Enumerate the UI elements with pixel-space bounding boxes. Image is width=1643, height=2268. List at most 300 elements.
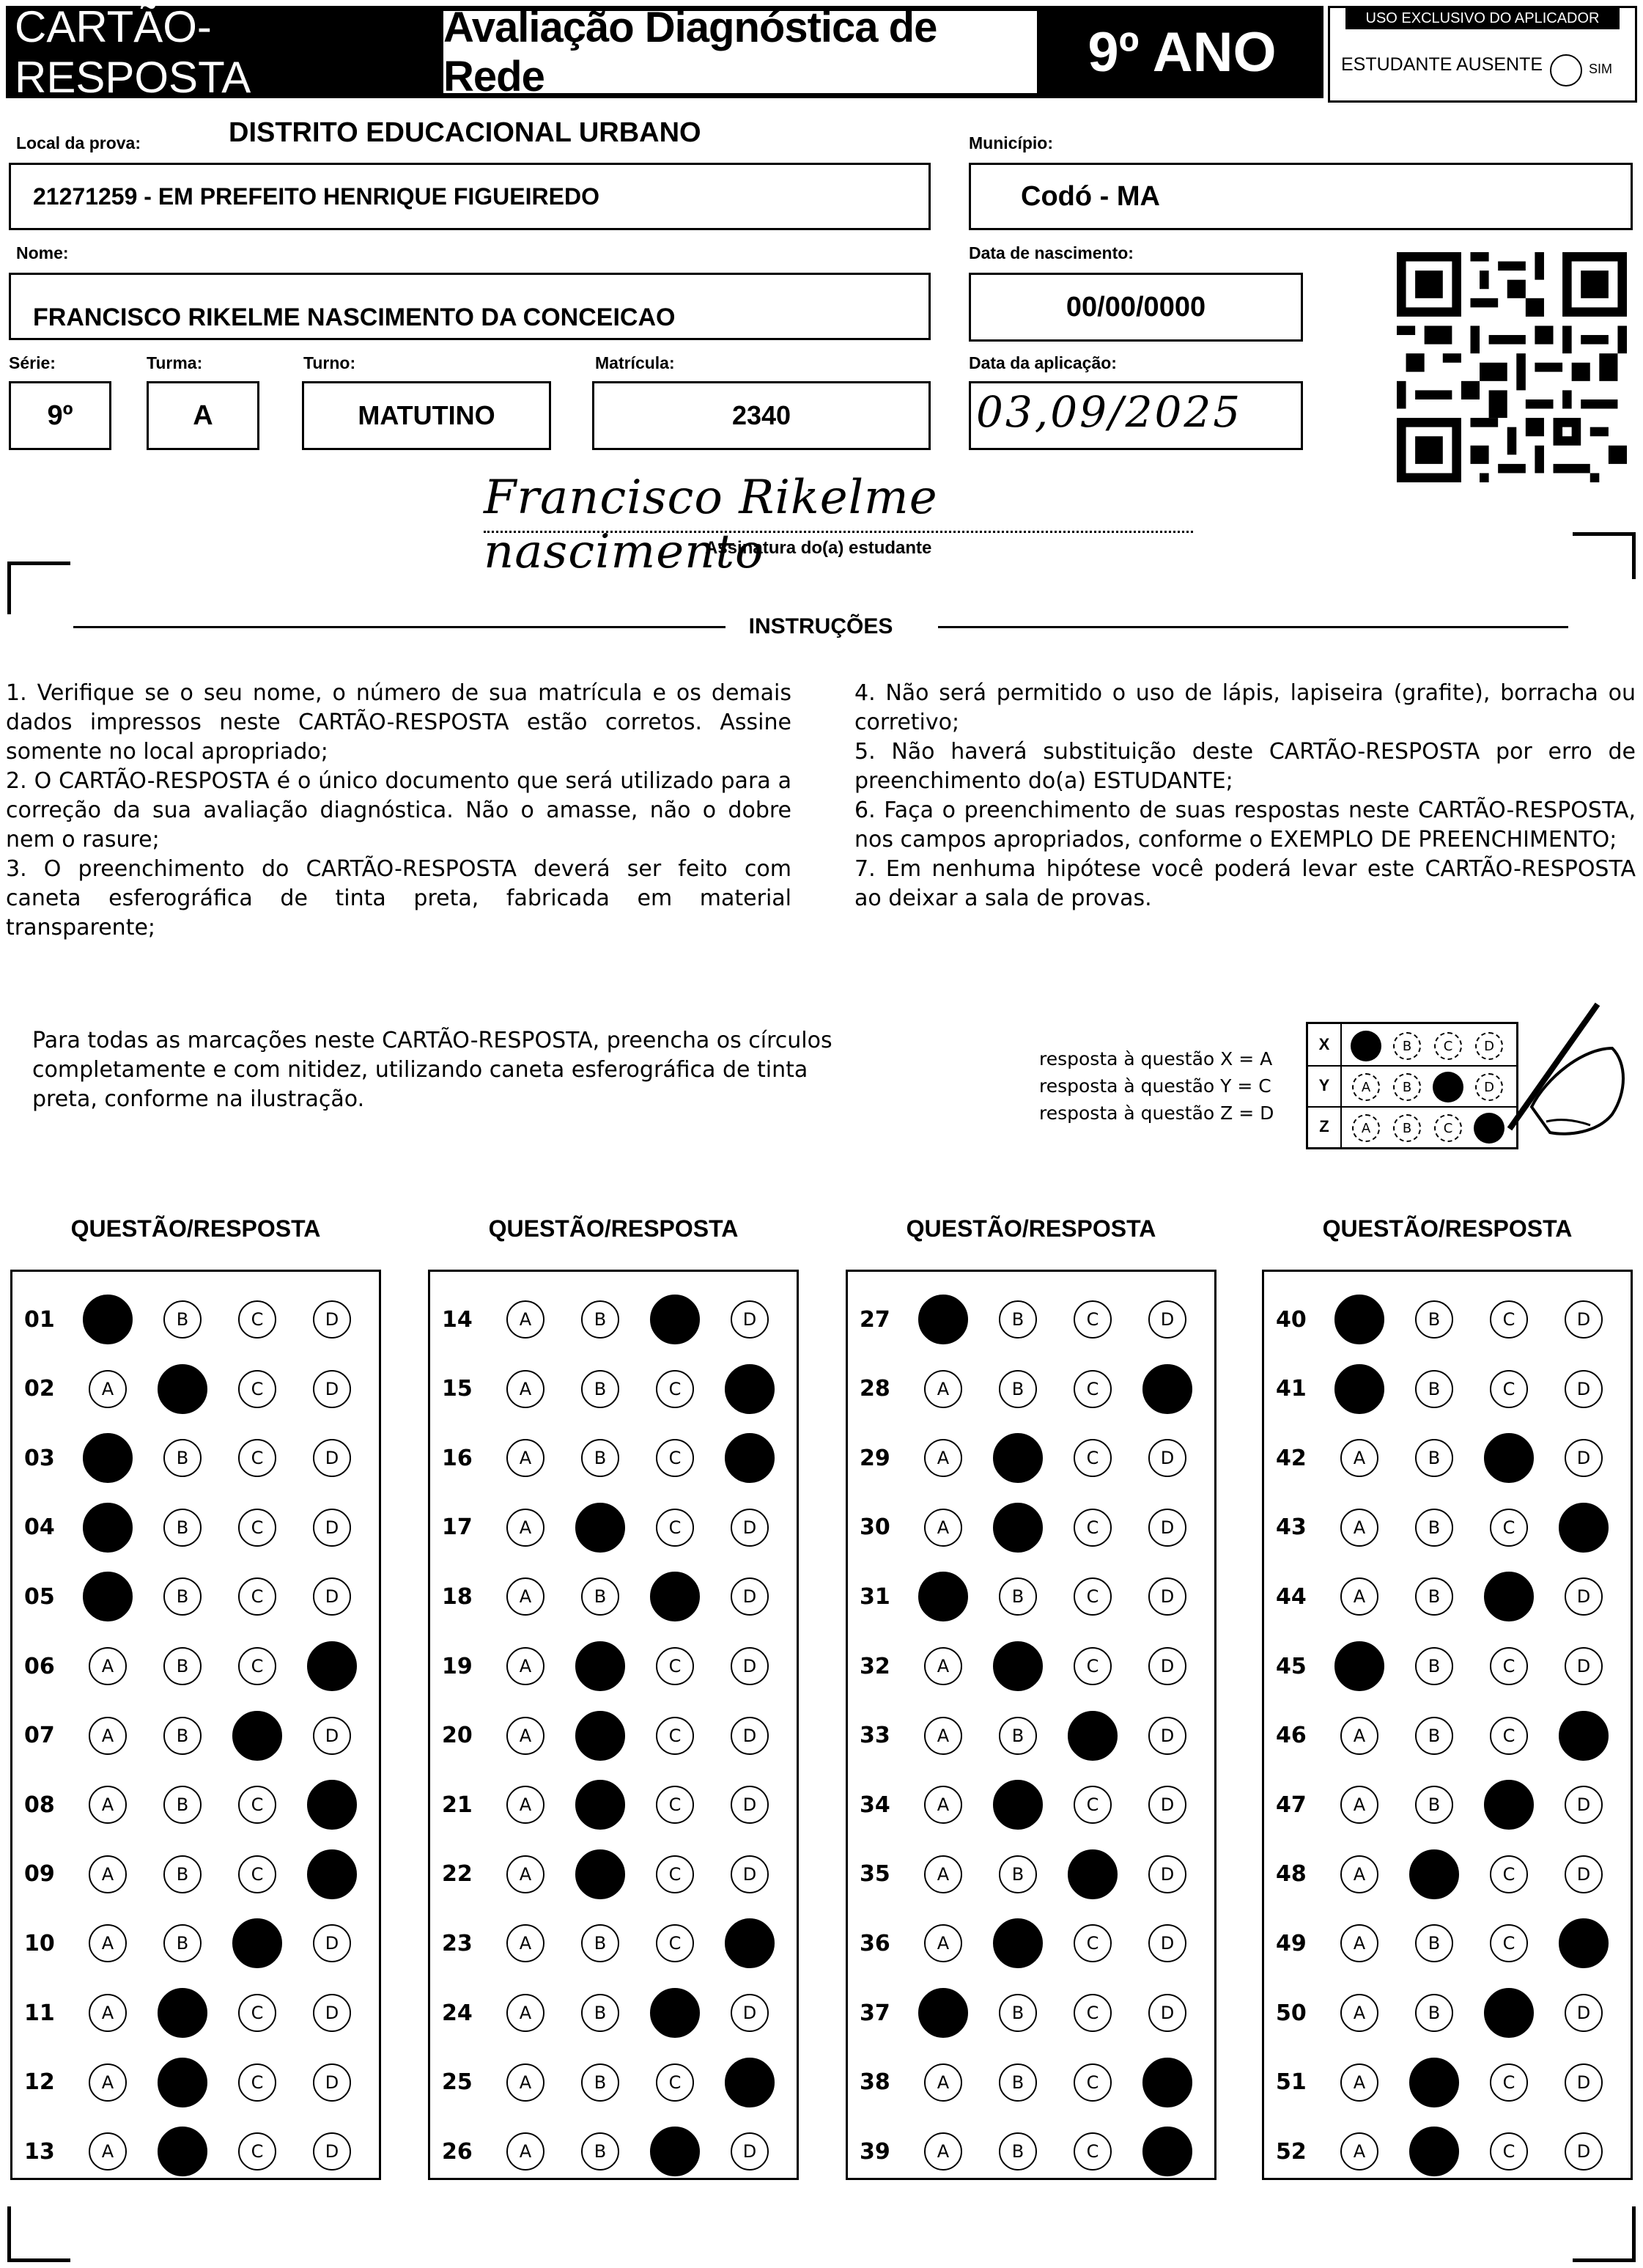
- answer-bubble-a[interactable]: A: [1340, 1924, 1378, 1962]
- answer-bubble-d[interactable]: D: [1148, 1647, 1186, 1685]
- answer-bubble-b[interactable]: B: [581, 1370, 619, 1408]
- answer-bubble-c[interactable]: [1068, 1711, 1118, 1761]
- answer-row: [430, 1294, 801, 1345]
- answer-bubble-d[interactable]: [1559, 1503, 1609, 1553]
- answer-bubble-a[interactable]: A: [924, 1786, 962, 1824]
- answer-row: [1264, 1987, 1635, 2039]
- answer-bubble-c[interactable]: C: [656, 2063, 694, 2102]
- answer-bubble-d[interactable]: D: [313, 1924, 351, 1962]
- answer-bubble-d[interactable]: D: [1565, 1786, 1603, 1824]
- answer-bubble-b[interactable]: B: [581, 1924, 619, 1962]
- district-name: DISTRITO EDUCACIONAL URBANO: [229, 117, 701, 148]
- answer-bubble-d[interactable]: D: [1148, 1717, 1186, 1755]
- answer-bubble-d[interactable]: D: [1148, 1439, 1186, 1477]
- answer-bubble-d[interactable]: D: [1565, 1647, 1603, 1685]
- answer-bubble-c[interactable]: [232, 1711, 282, 1761]
- answer-bubble-a[interactable]: A: [506, 1786, 544, 1824]
- answer-bubble-a[interactable]: A: [89, 1647, 127, 1685]
- answer-bubble-d[interactable]: D: [313, 1717, 351, 1755]
- answer-bubble-b[interactable]: [1409, 1849, 1459, 1899]
- answer-bubble-a[interactable]: A: [1340, 1577, 1378, 1616]
- absent-option-label: SIM: [1589, 62, 1613, 76]
- question-number: 44: [1276, 1583, 1307, 1610]
- answer-bubble-d[interactable]: D: [731, 1994, 769, 2032]
- answer-bubble-c[interactable]: [1068, 1849, 1118, 1899]
- signature-handwritten: Francisco Rikelme nascimento: [484, 471, 938, 579]
- answer-bubble-b[interactable]: [993, 1433, 1043, 1483]
- answer-bubble-b[interactable]: [1409, 2058, 1459, 2107]
- answer-bubble-c[interactable]: C: [656, 1855, 694, 1893]
- answer-bubble-a[interactable]: A: [506, 1647, 544, 1685]
- matricula-label: Matrícula:: [595, 353, 675, 372]
- question-number: 26: [442, 2138, 473, 2165]
- answer-bubble-c[interactable]: C: [656, 1439, 694, 1477]
- answer-bubble-c[interactable]: C: [1490, 1370, 1528, 1408]
- answer-bubble-b[interactable]: [993, 1641, 1043, 1691]
- answer-bubble-a[interactable]: A: [924, 1855, 962, 1893]
- question-number: 21: [442, 1792, 473, 1818]
- answer-bubble-b[interactable]: [993, 1780, 1043, 1830]
- answer-bubble-a[interactable]: A: [1340, 2063, 1378, 2102]
- answer-row: [1264, 1849, 1635, 1900]
- answer-row: [1264, 1294, 1635, 1345]
- answer-bubble-a[interactable]: [918, 1295, 968, 1344]
- answer-bubble-c[interactable]: C: [1074, 1994, 1112, 2032]
- nome-label: Nome:: [16, 243, 69, 262]
- answer-bubble-c[interactable]: C: [656, 1717, 694, 1755]
- answer-bubble-c[interactable]: C: [1490, 1924, 1528, 1962]
- answer-bubble-d[interactable]: D: [313, 1300, 351, 1339]
- answer-bubble-c[interactable]: C: [1074, 2132, 1112, 2171]
- answer-bubble-c[interactable]: [650, 1988, 700, 2038]
- local-field: 21271259 - EM PREFEITO HENRIQUE FIGUEIREDO: [9, 163, 931, 230]
- answer-bubble-d[interactable]: D: [1565, 1300, 1603, 1339]
- answer-bubble-a[interactable]: A: [1340, 1786, 1378, 1824]
- answer-bubble-a[interactable]: A: [506, 2132, 544, 2171]
- question-number: 45: [1276, 1653, 1307, 1679]
- answer-bubble-b[interactable]: B: [1415, 1577, 1453, 1616]
- answer-row: [12, 1849, 383, 1900]
- example-bubble: B: [1393, 1073, 1421, 1101]
- answer-bubble-b[interactable]: B: [1415, 1300, 1453, 1339]
- turno-label: Turno:: [303, 353, 356, 372]
- answer-bubble-c[interactable]: C: [1490, 2132, 1528, 2171]
- answer-bubble-d[interactable]: D: [731, 1855, 769, 1893]
- answer-row: [848, 1710, 1219, 1761]
- answer-bubble-d[interactable]: [307, 1849, 357, 1899]
- answer-bubble-b[interactable]: B: [163, 1924, 202, 1962]
- answer-bubble-b[interactable]: B: [999, 1577, 1037, 1616]
- answer-bubble-a[interactable]: A: [924, 2063, 962, 2102]
- answer-bubble-b[interactable]: B: [999, 1855, 1037, 1893]
- answer-bubble-a[interactable]: A: [89, 2063, 127, 2102]
- question-number: 10: [24, 1930, 55, 1956]
- question-number: 42: [1276, 1445, 1307, 1471]
- corner-bottom-right: [1573, 2206, 1636, 2262]
- answer-bubble-b[interactable]: B: [1415, 1717, 1453, 1755]
- answer-bubble-b[interactable]: [158, 1988, 207, 2038]
- question-number: 12: [24, 2069, 55, 2096]
- answer-bubble-d[interactable]: D: [1565, 1855, 1603, 1893]
- answer-bubble-b[interactable]: B: [1415, 1439, 1453, 1477]
- question-number: 30: [860, 1514, 890, 1541]
- answer-row: [430, 1849, 801, 1900]
- answer-bubble-c[interactable]: C: [1074, 1509, 1112, 1547]
- qr-code: [1397, 252, 1627, 482]
- answer-bubble-b[interactable]: [1409, 2127, 1459, 2176]
- answer-bubble-b[interactable]: B: [581, 1300, 619, 1339]
- answer-row: [430, 1641, 801, 1692]
- answer-bubble-d[interactable]: D: [313, 2132, 351, 2171]
- answer-bubble-d[interactable]: D: [1148, 1509, 1186, 1547]
- answer-bubble-a[interactable]: A: [506, 2063, 544, 2102]
- answer-bubble-d[interactable]: D: [1148, 1577, 1186, 1616]
- answer-bubble-b[interactable]: [158, 2127, 207, 2176]
- answer-row: [848, 1294, 1219, 1345]
- answer-bubble-c[interactable]: C: [238, 1300, 276, 1339]
- answer-bubble-a[interactable]: A: [89, 2132, 127, 2171]
- answer-bubble-a[interactable]: A: [924, 1717, 962, 1755]
- answer-bubble-c[interactable]: C: [238, 1855, 276, 1893]
- answer-bubble-d[interactable]: [725, 1364, 775, 1414]
- question-number: 49: [1276, 1930, 1307, 1956]
- answer-bubble-b[interactable]: [993, 1503, 1043, 1553]
- question-number: 22: [442, 1861, 473, 1888]
- answer-bubble-c[interactable]: C: [1074, 1300, 1112, 1339]
- answer-bubble-c[interactable]: C: [656, 1924, 694, 1962]
- answer-row: [12, 1571, 383, 1622]
- answer-bubble-d[interactable]: [725, 1918, 775, 1968]
- answer-bubble-c[interactable]: C: [238, 1647, 276, 1685]
- answer-bubble-b[interactable]: B: [163, 1786, 202, 1824]
- answer-bubble-b[interactable]: [575, 1503, 625, 1553]
- answer-bubble-c[interactable]: C: [656, 1786, 694, 1824]
- answer-bubble-d[interactable]: D: [731, 1577, 769, 1616]
- answer-bubble-c[interactable]: C: [1074, 1924, 1112, 1962]
- answer-bubble-b[interactable]: [158, 1364, 207, 1414]
- question-number: 27: [860, 1306, 890, 1333]
- answer-bubble-c[interactable]: [650, 1295, 700, 1344]
- answer-bubble-d[interactable]: D: [1565, 1994, 1603, 2032]
- answer-bubble-a[interactable]: A: [506, 1924, 544, 1962]
- answer-bubble-b[interactable]: B: [999, 1300, 1037, 1339]
- question-number: 17: [442, 1514, 473, 1541]
- answer-bubble-c[interactable]: C: [1490, 2063, 1528, 2102]
- answer-bubble-b[interactable]: B: [163, 1439, 202, 1477]
- answer-bubble-a[interactable]: [83, 1433, 133, 1483]
- answer-bubble-b[interactable]: B: [163, 1855, 202, 1893]
- answer-bubble-a[interactable]: [1334, 1295, 1384, 1344]
- answer-bubble-c[interactable]: C: [1490, 1300, 1528, 1339]
- question-number: 33: [860, 1723, 890, 1749]
- answer-bubble-d[interactable]: D: [313, 1577, 351, 1616]
- answer-bubble-b[interactable]: [575, 1780, 625, 1830]
- answer-row: [430, 1571, 801, 1622]
- answer-bubble-b[interactable]: B: [1415, 1786, 1453, 1824]
- answer-bubble-d[interactable]: D: [1148, 1924, 1186, 1962]
- question-number: 13: [24, 2138, 55, 2165]
- answer-bubble-b[interactable]: [575, 1641, 625, 1691]
- answer-bubble-d[interactable]: D: [313, 1509, 351, 1547]
- answer-bubble-a[interactable]: A: [924, 1647, 962, 1685]
- answer-bubble-b[interactable]: B: [581, 1994, 619, 2032]
- answer-bubble-c[interactable]: C: [238, 1370, 276, 1408]
- answer-row: [1264, 1918, 1635, 1969]
- answer-bubble-a[interactable]: A: [89, 1924, 127, 1962]
- answer-bubble-a[interactable]: A: [1340, 2132, 1378, 2171]
- municipio-label: Município:: [969, 133, 1053, 152]
- answer-bubble-b[interactable]: [575, 1711, 625, 1761]
- legend-y: resposta à questão Y = C: [1039, 1075, 1271, 1097]
- answer-bubble-a[interactable]: A: [924, 1509, 962, 1547]
- card-title: CARTÃO-RESPOSTA: [15, 2, 251, 102]
- answers-column: [846, 1270, 1216, 2180]
- instructions-rule-left: [73, 626, 725, 628]
- answer-bubble-a[interactable]: [918, 1572, 968, 1621]
- answer-bubble-b[interactable]: B: [581, 1577, 619, 1616]
- answer-row: [12, 1432, 383, 1484]
- answer-bubble-a[interactable]: A: [506, 1717, 544, 1755]
- instruction-6: 6. Faça o preenchimento de suas respostas neste CARTÃO-RESPOSTA, nos campos apropriados, conforme o EXEMPLO DE PREENCHIMENTO;: [854, 798, 1636, 853]
- answer-bubble-a[interactable]: A: [89, 1370, 127, 1408]
- answer-bubble-b[interactable]: B: [1415, 1994, 1453, 2032]
- answer-bubble-c[interactable]: C: [656, 1509, 694, 1547]
- answer-bubble-a[interactable]: A: [924, 2132, 962, 2171]
- answer-bubble-d[interactable]: D: [1565, 2063, 1603, 2102]
- answer-bubble-b[interactable]: B: [581, 2063, 619, 2102]
- question-number: 24: [442, 2000, 473, 2026]
- answer-bubble-d[interactable]: D: [1148, 1994, 1186, 2032]
- answer-bubble-a[interactable]: A: [506, 1370, 544, 1408]
- answer-row: [848, 1849, 1219, 1900]
- answer-bubble-b[interactable]: B: [999, 1717, 1037, 1755]
- answer-bubble-d[interactable]: D: [731, 1300, 769, 1339]
- answer-bubble-a[interactable]: A: [924, 1439, 962, 1477]
- answer-bubble-c[interactable]: C: [1074, 1647, 1112, 1685]
- answer-bubble-c[interactable]: [1484, 1780, 1534, 1830]
- answer-bubble-b[interactable]: [993, 1918, 1043, 1968]
- answer-bubble-d[interactable]: D: [1565, 1439, 1603, 1477]
- answer-bubble-b[interactable]: B: [581, 2132, 619, 2171]
- question-number: 34: [860, 1792, 890, 1818]
- question-number: 04: [24, 1514, 55, 1541]
- answer-bubble-b[interactable]: B: [1415, 1924, 1453, 1962]
- answer-bubble-d[interactable]: [307, 1780, 357, 1830]
- answer-bubble-c[interactable]: [1484, 1433, 1534, 1483]
- answer-bubble-d[interactable]: D: [1565, 1370, 1603, 1408]
- answer-row: [1264, 1432, 1635, 1484]
- answer-bubble-c[interactable]: C: [1074, 2063, 1112, 2102]
- pen-hand-icon: [1480, 997, 1634, 1158]
- answer-bubble-c[interactable]: C: [1490, 1717, 1528, 1755]
- answer-bubble-d[interactable]: [1559, 1918, 1609, 1968]
- answer-bubble-c[interactable]: C: [1074, 1439, 1112, 1477]
- question-number: 40: [1276, 1306, 1307, 1333]
- answer-bubble-a[interactable]: A: [1340, 1994, 1378, 2032]
- question-number: 08: [24, 1792, 55, 1818]
- answer-bubble-d[interactable]: [725, 1433, 775, 1483]
- answer-bubble-d[interactable]: [725, 2058, 775, 2107]
- answer-bubble-a[interactable]: [1334, 1641, 1384, 1691]
- serie-label: Série:: [9, 353, 56, 372]
- example-bubble: B: [1393, 1032, 1421, 1060]
- legend-x: resposta à questão X = A: [1039, 1048, 1273, 1069]
- question-number: 39: [860, 2138, 890, 2165]
- answer-bubble-a[interactable]: A: [89, 1855, 127, 1893]
- answer-bubble-d[interactable]: D: [1565, 2132, 1603, 2171]
- answer-row: [12, 2126, 383, 2177]
- answer-bubble-b[interactable]: B: [999, 2132, 1037, 2171]
- answer-bubble-b[interactable]: B: [163, 1717, 202, 1755]
- absent-checkbox[interactable]: [1550, 54, 1582, 86]
- answer-bubble-d[interactable]: D: [1148, 1300, 1186, 1339]
- instructions-left: [6, 679, 791, 943]
- answer-row: [1264, 2126, 1635, 2177]
- answer-bubble-b[interactable]: [575, 1849, 625, 1899]
- answer-bubble-a[interactable]: [918, 1988, 968, 2038]
- answer-bubble-a[interactable]: A: [506, 1300, 544, 1339]
- question-number: 25: [442, 2069, 473, 2096]
- answer-bubble-c[interactable]: C: [1490, 1509, 1528, 1547]
- answer-bubble-d[interactable]: D: [731, 1509, 769, 1547]
- answer-bubble-b[interactable]: B: [163, 1509, 202, 1547]
- question-number: 41: [1276, 1376, 1307, 1402]
- answer-bubble-a[interactable]: A: [89, 1994, 127, 2032]
- answer-row: [848, 1363, 1219, 1415]
- answer-bubble-d[interactable]: [1142, 1364, 1192, 1414]
- answer-bubble-c[interactable]: C: [1490, 1647, 1528, 1685]
- instruction-1: 1. Verifique se o seu nome, o número de sua matrícula e os demais dados impressos neste CARTÃO-RESPOSTA estão corretos. Assine somente no local apropriado;: [6, 680, 791, 765]
- answer-bubble-d[interactable]: D: [313, 2063, 351, 2102]
- question-number: 09: [24, 1861, 55, 1888]
- answer-bubble-a[interactable]: A: [89, 1786, 127, 1824]
- answer-bubble-d[interactable]: [1142, 2127, 1192, 2176]
- answers-column-header: QUESTÃO/RESPOSTA: [488, 1215, 739, 1242]
- instructions-title: INSTRUÇÕES: [748, 614, 893, 638]
- answer-bubble-a[interactable]: A: [924, 1924, 962, 1962]
- answer-bubble-c[interactable]: [650, 2127, 700, 2176]
- answer-bubble-a[interactable]: [83, 1295, 133, 1344]
- answer-bubble-a[interactable]: A: [506, 1577, 544, 1616]
- example-bubble: C: [1434, 1032, 1462, 1060]
- answer-bubble-a[interactable]: [83, 1572, 133, 1621]
- example-text: Para todas as marcações neste CARTÃO-RESPOSTA, preencha os círculos completamente e com nitidez, utilizando caneta esferográfica de tinta preta, conforme na ilustração.: [32, 1028, 832, 1112]
- answer-bubble-a[interactable]: A: [506, 1439, 544, 1477]
- answer-bubble-c[interactable]: C: [238, 2063, 276, 2102]
- answer-row: [1264, 1779, 1635, 1830]
- answer-bubble-a[interactable]: [1334, 1364, 1384, 1414]
- corner-bottom-left: [7, 2206, 70, 2262]
- answer-bubble-c[interactable]: [232, 1918, 282, 1968]
- answer-bubble-c[interactable]: C: [238, 1509, 276, 1547]
- answer-bubble-c[interactable]: [650, 1572, 700, 1621]
- answers-column: [1262, 1270, 1633, 2180]
- answer-bubble-c[interactable]: C: [1490, 1855, 1528, 1893]
- answer-bubble-c[interactable]: C: [238, 1786, 276, 1824]
- answer-bubble-a[interactable]: A: [1340, 1717, 1378, 1755]
- answer-bubble-c[interactable]: C: [1074, 1370, 1112, 1408]
- answer-row: [12, 1779, 383, 1830]
- answer-bubble-c[interactable]: C: [1074, 1577, 1112, 1616]
- answer-bubble-a[interactable]: A: [506, 1994, 544, 2032]
- answer-bubble-b[interactable]: B: [999, 2063, 1037, 2102]
- answer-bubble-a[interactable]: A: [924, 1370, 962, 1408]
- answer-bubble-d[interactable]: D: [313, 1994, 351, 2032]
- answer-bubble-c[interactable]: [1484, 1988, 1534, 2038]
- example-row-label: Z: [1308, 1106, 1342, 1147]
- answer-row: [848, 1779, 1219, 1830]
- answer-bubble-d[interactable]: D: [1565, 1577, 1603, 1616]
- answer-bubble-a[interactable]: A: [1340, 1509, 1378, 1547]
- answer-bubble-a[interactable]: A: [89, 1717, 127, 1755]
- turma-label: Turma:: [147, 353, 203, 372]
- question-number: 20: [442, 1723, 473, 1749]
- answer-bubble-d[interactable]: D: [313, 1370, 351, 1408]
- answer-bubble-b[interactable]: B: [163, 1577, 202, 1616]
- answer-bubble-c[interactable]: C: [656, 1647, 694, 1685]
- answers-column-header: QUESTÃO/RESPOSTA: [906, 1215, 1156, 1242]
- answer-bubble-b[interactable]: B: [999, 1370, 1037, 1408]
- answer-bubble-d[interactable]: D: [731, 1717, 769, 1755]
- answer-bubble-b[interactable]: [158, 2058, 207, 2107]
- answer-bubble-b[interactable]: B: [999, 1994, 1037, 2032]
- answer-bubble-d[interactable]: [307, 1641, 357, 1691]
- answer-bubble-d[interactable]: [1142, 2058, 1192, 2107]
- answer-bubble-a[interactable]: A: [1340, 1439, 1378, 1477]
- answer-row: [848, 1918, 1219, 1969]
- answer-bubble-a[interactable]: A: [506, 1509, 544, 1547]
- answer-bubble-c[interactable]: C: [238, 1577, 276, 1616]
- answer-bubble-d[interactable]: D: [313, 1439, 351, 1477]
- instruction-2: 2. O CARTÃO-RESPOSTA é o único documento que será utilizado para a correção da sua avaliação diagnóstica. Não o amasse, não o dobre nem o rasure;: [6, 768, 791, 853]
- answer-bubble-c[interactable]: C: [656, 1370, 694, 1408]
- answer-bubble-d[interactable]: D: [1148, 1855, 1186, 1893]
- answer-bubble-d[interactable]: D: [1148, 1786, 1186, 1824]
- question-number: 11: [24, 2000, 55, 2026]
- answer-bubble-d[interactable]: D: [731, 1786, 769, 1824]
- answer-bubble-b[interactable]: B: [163, 1300, 202, 1339]
- local-label: Local da prova:: [16, 133, 141, 152]
- answer-bubble-c[interactable]: C: [238, 1439, 276, 1477]
- answer-row: [1264, 1363, 1635, 1415]
- answer-bubble-d[interactable]: D: [731, 1647, 769, 1685]
- answer-bubble-d[interactable]: D: [731, 2132, 769, 2171]
- answer-bubble-c[interactable]: C: [238, 1994, 276, 2032]
- answers-column: [10, 1270, 381, 2180]
- answer-bubble-b[interactable]: B: [163, 1647, 202, 1685]
- question-number: 47: [1276, 1792, 1307, 1818]
- answer-bubble-b[interactable]: B: [581, 1439, 619, 1477]
- answer-bubble-a[interactable]: A: [1340, 1855, 1378, 1893]
- answer-bubble-a[interactable]: [83, 1503, 133, 1553]
- instruction-3: 3. O preenchimento do CARTÃO-RESPOSTA deverá ser feito com caneta esferográfica de tinta preta, fabricada em material transparente;: [6, 856, 791, 940]
- answer-bubble-b[interactable]: B: [1415, 1370, 1453, 1408]
- answer-bubble-b[interactable]: B: [1415, 1509, 1453, 1547]
- answer-bubble-c[interactable]: [1484, 1572, 1534, 1621]
- turma-field: A: [147, 381, 259, 450]
- question-number: 38: [860, 2069, 890, 2096]
- answer-bubble-d[interactable]: [1559, 1711, 1609, 1761]
- question-number: 50: [1276, 2000, 1307, 2026]
- example-row-label: X: [1308, 1024, 1342, 1065]
- answer-bubble-c[interactable]: C: [238, 2132, 276, 2171]
- answer-bubble-c[interactable]: C: [1074, 1786, 1112, 1824]
- answer-bubble-a[interactable]: A: [506, 1855, 544, 1893]
- question-number: 01: [24, 1306, 55, 1333]
- question-number: 43: [1276, 1514, 1307, 1541]
- answer-row: [430, 2126, 801, 2177]
- answer-bubble-b[interactable]: B: [1415, 1647, 1453, 1685]
